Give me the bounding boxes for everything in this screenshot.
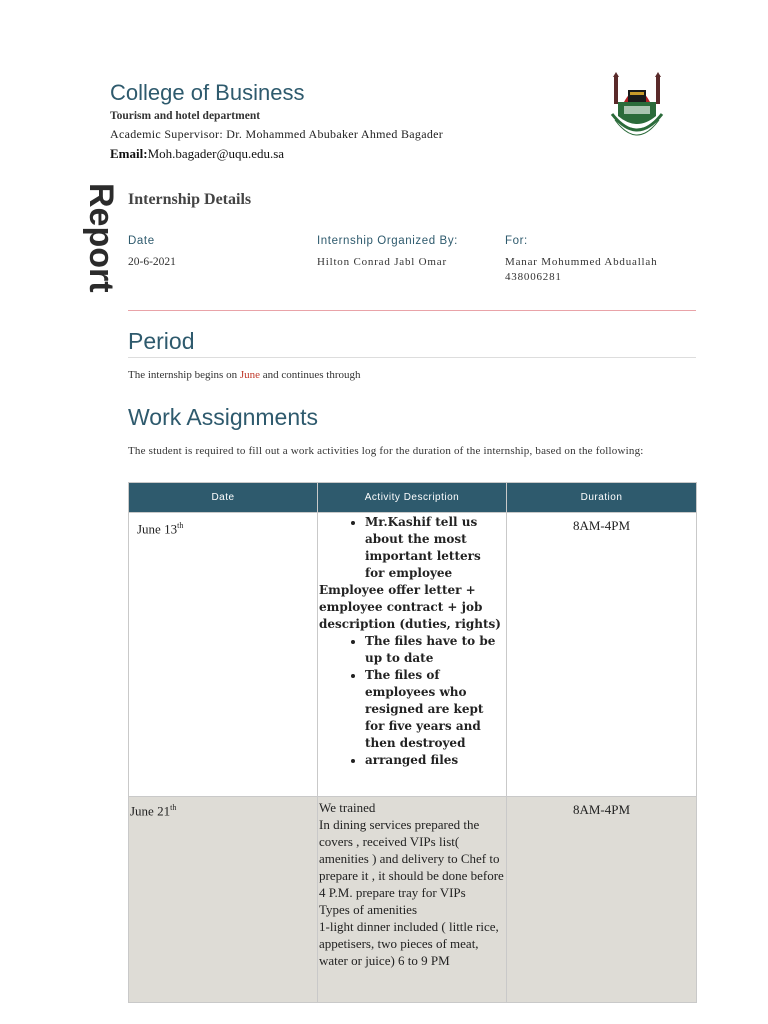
college-title: College of Business bbox=[110, 80, 305, 105]
list-item: • The files of employees who resigned are kept for five years and then destroyed bbox=[365, 667, 504, 752]
activity-bullets bbox=[319, 633, 504, 769]
list-item: • The files have to be up to date bbox=[365, 633, 504, 667]
row-date-text: June 21 bbox=[130, 803, 171, 819]
work-log-table bbox=[128, 482, 697, 1003]
header-date: Date bbox=[129, 483, 318, 513]
email-value: Moh.bagader@uqu.edu.sa bbox=[147, 146, 285, 161]
period-text-end: and continues through bbox=[260, 369, 361, 381]
row-date bbox=[129, 797, 318, 1003]
activity-line: Types of amenities bbox=[319, 902, 418, 917]
list-item: • Mr.Kashif tell us about the most important letters for employee bbox=[365, 514, 504, 582]
section-divider bbox=[128, 310, 696, 311]
table-row bbox=[129, 797, 697, 1003]
department-name: Tourism and hotel department bbox=[110, 110, 261, 122]
row-date-text: June 13 bbox=[137, 521, 178, 537]
for-label: For: bbox=[505, 235, 528, 247]
email-row bbox=[110, 146, 284, 162]
header-duration: Duration bbox=[507, 483, 697, 513]
organized-label: Internship Organized By: bbox=[317, 235, 458, 247]
row-date-sup: th bbox=[177, 521, 184, 530]
period-heading: Period bbox=[128, 328, 195, 354]
header-activity: Activity Description bbox=[318, 483, 507, 513]
period-month: June bbox=[239, 369, 260, 381]
row-duration: 8AM-4PM bbox=[507, 513, 697, 797]
student-name: Manar Mohummed Abduallah bbox=[505, 256, 658, 268]
side-report-text: Report bbox=[82, 183, 120, 293]
activity-paragraph: Employee offer letter + employee contract + job description (duties, rights) bbox=[319, 583, 501, 631]
date-value: 20-6-2021 bbox=[128, 256, 176, 268]
organized-value: Hilton Conrad Jabl Omar bbox=[317, 256, 447, 268]
period-text-start: The internship begins on bbox=[128, 369, 240, 381]
date-label: Date bbox=[128, 235, 155, 247]
row-activity bbox=[318, 513, 507, 797]
activity-line: We trained bbox=[319, 800, 376, 815]
for-value bbox=[505, 256, 657, 283]
internship-details-title: Internship Details bbox=[128, 191, 252, 208]
work-assignments-heading: Work Assignments bbox=[128, 404, 319, 430]
activity-line: 1-light dinner included ( little rice, appetisers, two pieces of meat, water or juice) 6 to 9 PM bbox=[319, 919, 499, 968]
row-date-sup: th bbox=[170, 803, 177, 812]
side-report-word bbox=[82, 183, 120, 310]
period-text bbox=[128, 369, 361, 381]
student-id: 438006281 bbox=[505, 271, 562, 283]
work-assignments-text: The student is required to fill out a work activities log for the duration of the internship, based on the following: bbox=[128, 445, 644, 457]
list-item: • arranged files bbox=[365, 752, 504, 769]
period-divider bbox=[128, 357, 696, 358]
row-activity bbox=[318, 797, 507, 1003]
activity-bullets bbox=[319, 514, 504, 582]
activity-line: In dining services prepared the covers , received VIPs list( amenities ) and delivery to Chef to prepare it , it should be done before 4 P.M. prepare tray for VIPs bbox=[319, 817, 504, 900]
table-header-row bbox=[129, 483, 697, 513]
row-date bbox=[129, 513, 318, 797]
email-label: Email: bbox=[110, 146, 148, 161]
table-row bbox=[129, 513, 697, 797]
supervisor-line: Academic Supervisor: Dr. Mohammed Abubaker Ahmed Bagader bbox=[110, 127, 444, 141]
row-duration: 8AM-4PM bbox=[507, 797, 697, 1003]
university-crest-icon bbox=[606, 72, 668, 152]
